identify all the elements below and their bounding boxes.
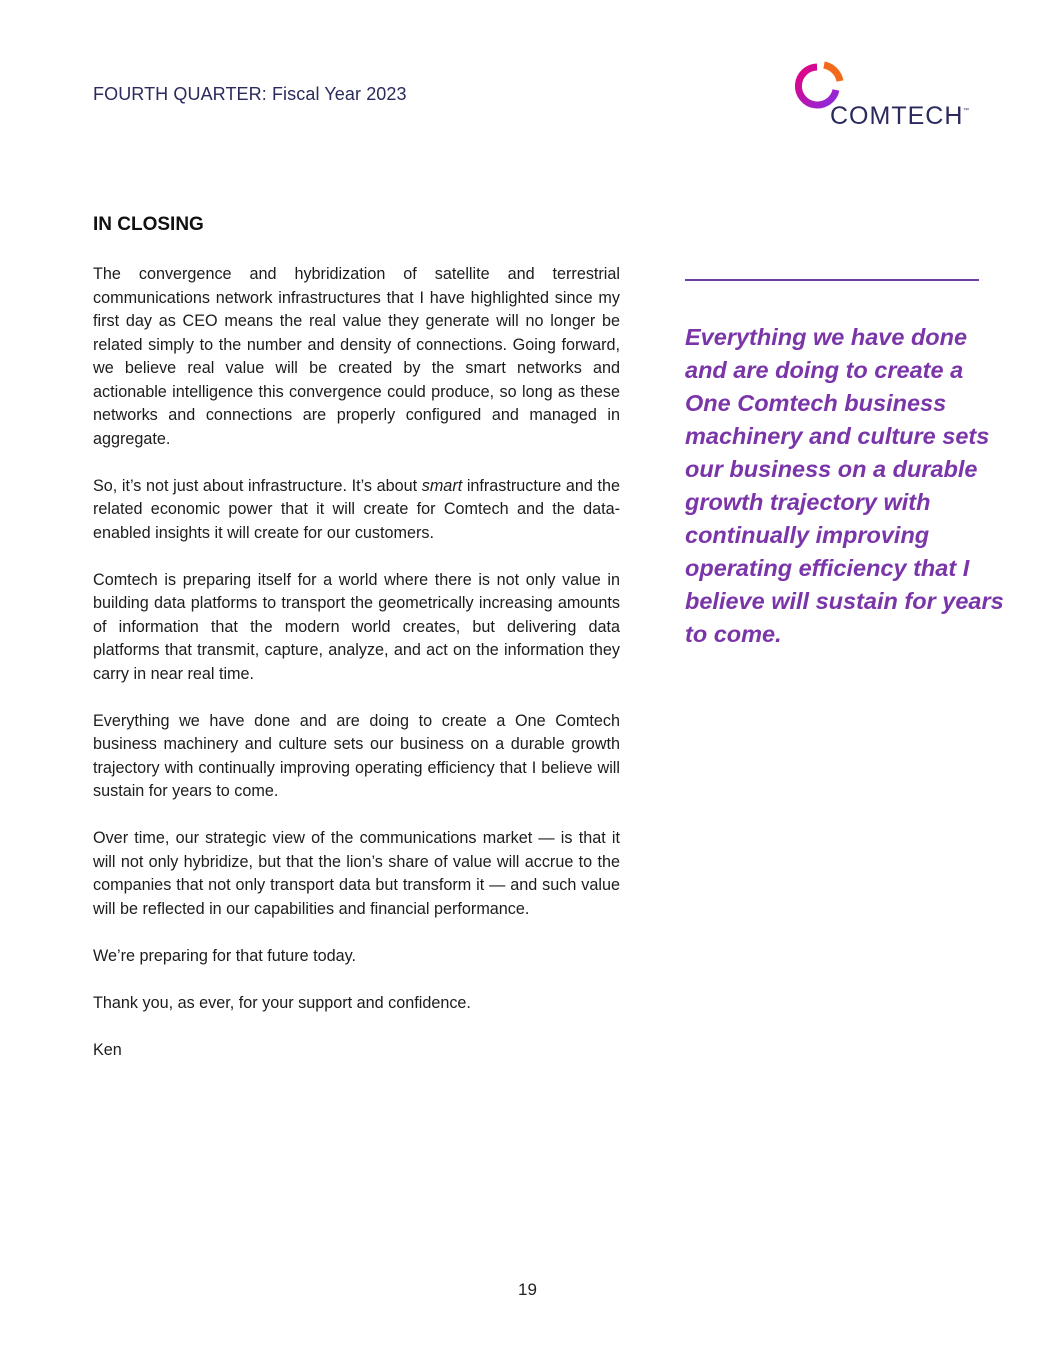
paragraph: The convergence and hybridization of satellite and terrestrial communications network infrastructures that I have highlighted since my first day as CEO means the real value they generate will no longer be related simply to the number and density of connections. Going forward, we believe real value will be created by the smart networks and actionable intelligence this convergence could produce, so long as these networks and connections are properly configured and managed in aggregate. bbox=[93, 265, 620, 448]
paragraph-text: infrastructure and the related economic power that it will create for Comtech and the data-enabled insights it will create for our customers. bbox=[93, 476, 621, 542]
paragraph-text: So, it’s not just about infrastructure. It’s about bbox=[93, 476, 422, 495]
signature: Ken bbox=[93, 1040, 122, 1059]
pull-quote-divider bbox=[685, 279, 979, 281]
page-number: 19 bbox=[518, 1280, 537, 1299]
section-heading: IN CLOSING bbox=[93, 214, 204, 235]
paragraph: Comtech is preparing itself for a world where there is not only value in building data platforms to transport the geometrically increasing amounts of information that the modern world creates, but delivering data platforms that transmit, capture, analyze, and act on the information they carry in near real time. bbox=[93, 570, 620, 683]
paragraph: Everything we have done and are doing to create a One Comtech business machinery and culture sets our business on a durable growth trajectory with continually improving operating efficiency that I believe will sustain for years to come. bbox=[93, 711, 620, 800]
pull-quote: Everything we have done and are doing to create a One Comtech business machinery and culture sets our business on a durable growth trajectory with continually improving operating efficiency that I believe will sustain for years to come. bbox=[685, 324, 1004, 647]
logo-wordmark: COMTECH bbox=[830, 102, 964, 130]
comtech-logo bbox=[786, 60, 976, 134]
paragraph: Thank you, as ever, for your support and confidence. bbox=[93, 993, 471, 1012]
paragraph: Over time, our strategic view of the communications market — is that it will not only hybridize, but that the lion’s share of value will accrue to the companies that not only transport data but transform it — and such value will be reflected in our capabilities and financial performance. bbox=[93, 829, 620, 918]
document-header-title: FOURTH QUARTER: Fiscal Year 2023 bbox=[93, 84, 407, 104]
paragraph: We’re preparing for that future today. bbox=[93, 946, 357, 965]
body-text-column bbox=[93, 263, 620, 1086]
paragraph bbox=[93, 475, 620, 546]
paragraph-emphasis: smart bbox=[421, 476, 463, 495]
logo-trademark: ™ bbox=[963, 108, 969, 114]
